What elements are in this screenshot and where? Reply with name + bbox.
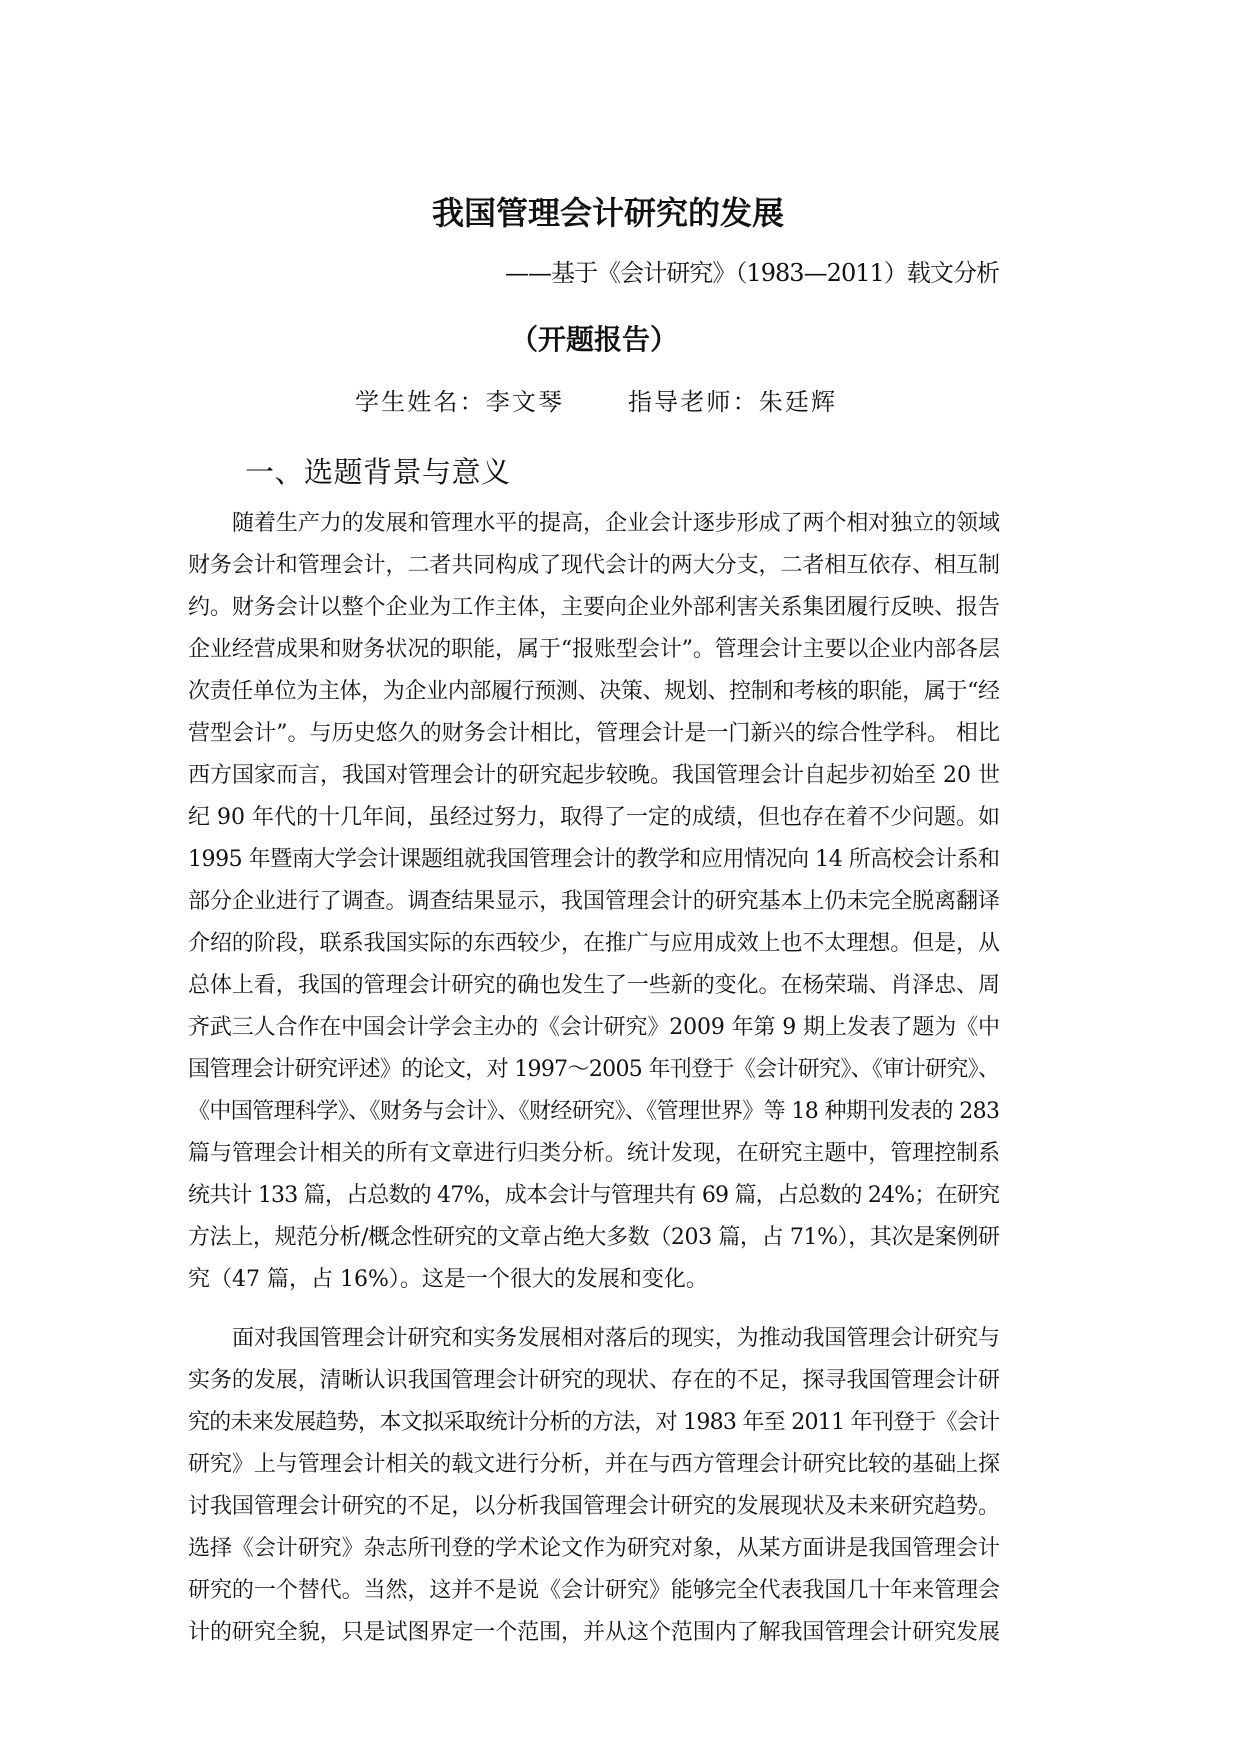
paragraph-line xyxy=(232,1318,1000,1360)
line-text: 面对我国管理会计研究和实务发展相对落后的现实，为推动我国管理会计研究与 xyxy=(232,1326,1000,1351)
paragraph-line xyxy=(188,1259,1000,1301)
paragraph-line xyxy=(188,1175,1000,1217)
paragraph-line xyxy=(232,503,1000,545)
advisor-info xyxy=(628,386,838,418)
line-text: 国管理会计研究评述》的论文，对 1997～2005 年刊登于《会计研究》、《审计研究》、 xyxy=(188,1057,1000,1082)
paragraph-line xyxy=(188,1217,1000,1259)
line-text: 营型会计”。与历史悠久的财务会计相比，管理会计是一门新兴的综合性学科。 相比 xyxy=(188,721,1001,746)
line-text: 齐武三人合作在中国会计学会主办的《会计研究》2009 年第 9 期上发表了题为《中 xyxy=(188,1015,1000,1040)
document-subtitle xyxy=(505,257,1000,289)
paragraph-line xyxy=(188,797,1000,839)
paragraph-line xyxy=(188,545,1000,587)
report-type-label: （开题报告） xyxy=(509,323,678,356)
student-label: 学生姓名： xyxy=(355,388,486,416)
line-text: 选择《会计研究》杂志所刊登的学术论文作为研究对象，从某方面讲是我国管理会计 xyxy=(188,1536,1000,1561)
paragraph-line xyxy=(188,1444,1000,1486)
paragraph-line xyxy=(188,923,1000,965)
line-text: 随着生产力的发展和管理水平的提高，企业会计逐步形成了两个相对独立的领域 xyxy=(232,511,1000,536)
line-text: 统共计 133 篇，占总数的 47%，成本会计与管理共有 69 篇，占总数的 24%；在研究 xyxy=(188,1183,1000,1208)
paragraph-line xyxy=(188,1612,1000,1654)
line-text: 究（47 篇，占 16%）。这是一个很大的发展和变化。 xyxy=(188,1267,708,1292)
paragraph-line xyxy=(188,671,1000,713)
line-text: 计的研究全貌，只是试图界定一个范围，并从这个范围内了解我国管理会计研究发展 xyxy=(188,1620,1000,1645)
advisor-label: 指导老师： xyxy=(628,388,759,416)
line-text: 1995 年暨南大学会计课题组就我国管理会计的教学和应用情况向 14 所高校会计系和 xyxy=(188,847,1000,872)
student-info-text xyxy=(355,388,564,416)
subtitle-text: ——基于《会计研究》（1983—2011）载文分析 xyxy=(505,259,1000,287)
line-text: 研究的一个替代。当然，这并不是说《会计研究》能够完全代表我国几十年来管理会 xyxy=(188,1578,1000,1603)
paragraph-line xyxy=(188,839,1000,881)
line-text: 次责任单位为主体，为企业内部履行预测、决策、规划、控制和考核的职能，属于“经 xyxy=(188,679,1000,704)
section-heading xyxy=(245,454,510,490)
paragraph-line xyxy=(188,629,1000,671)
paragraph-line xyxy=(188,1049,1000,1091)
line-text: 篇与管理会计相关的所有文章进行归类分析。统计发现，在研究主题中，管理控制系 xyxy=(188,1141,1000,1166)
paragraph-line xyxy=(188,881,1000,923)
paragraph-line xyxy=(188,1007,1000,1049)
paragraph-line xyxy=(188,965,1000,1007)
line-text: 纪 90 年代的十几年间，虽经过努力，取得了一定的成绩，但也存在着不少问题。如 xyxy=(188,805,1000,830)
line-text: 部分企业进行了调查。调查结果显示，我国管理会计的研究基本上仍未完全脱离翻译 xyxy=(188,889,1000,914)
advisor-name: 朱廷辉 xyxy=(758,388,838,416)
paragraph-line xyxy=(188,587,1000,629)
line-text: 西方国家而言，我国对管理会计的研究起步较晚。我国管理会计自起步初始至 20 世 xyxy=(188,763,1000,788)
line-text: 财务会计和管理会计，二者共同构成了现代会计的两大分支，二者相互依存、相互制 xyxy=(188,553,1000,578)
line-text: 介绍的阶段，联系我国实际的东西较少，在推广与应用成效上也不太理想。但是，从 xyxy=(188,931,1000,956)
line-text: 究的未来发展趋势，本文拟采取统计分析的方法，对 1983 年至 2011 年刊登于《会计 xyxy=(188,1410,1000,1435)
paragraph-line xyxy=(188,1360,1000,1402)
advisor-info-text xyxy=(628,388,837,416)
paragraph xyxy=(188,503,1000,1301)
line-text: 《中国管理科学》、《财务与会计》、《财经研究》、《管理世界》等 18 种期刊发表的 283 xyxy=(188,1099,1000,1124)
paragraph-line xyxy=(188,755,1000,797)
section-heading-text: 一、选题背景与意义 xyxy=(245,455,511,489)
line-text: 总体上看，我国的管理会计研究的确也发生了一些新的变化。在杨荣瑞、肖泽忠、周 xyxy=(188,973,1000,998)
line-text: 讨我国管理会计研究的不足，以分析我国管理会计研究的发展现状及未来研究趋势。 xyxy=(188,1494,1000,1519)
student-name: 李文琴 xyxy=(485,388,565,416)
paragraph xyxy=(188,1318,1000,1654)
student-info xyxy=(355,386,565,418)
paragraph-line xyxy=(188,1486,1000,1528)
paragraph-line xyxy=(188,1528,1000,1570)
paragraph-line xyxy=(188,1133,1000,1175)
line-text: 企业经营成果和财务状况的职能，属于“报账型会计”。管理会计主要以企业内部各层 xyxy=(188,637,1000,662)
document-title: 我国管理会计研究的发展 xyxy=(431,194,784,232)
paragraph-line xyxy=(188,1570,1000,1612)
line-text: 实务的发展，清晰认识我国管理会计研究的现状、存在的不足，探寻我国管理会计研 xyxy=(188,1368,1000,1393)
paragraph-line xyxy=(188,1402,1000,1444)
paragraph-line xyxy=(188,1091,1000,1133)
line-text: 约。财务会计以整个企业为工作主体，主要向企业外部利害关系集团履行反映、报告 xyxy=(188,595,1000,620)
line-text: 研究》上与管理会计相关的载文进行分析，并在与西方管理会计研究比较的基础上探 xyxy=(188,1452,1000,1477)
line-text: 方法上，规范分析/概念性研究的文章占绝大多数（203 篇，占 71%），其次是案例研 xyxy=(188,1225,1000,1250)
paragraph-line xyxy=(188,713,1000,755)
